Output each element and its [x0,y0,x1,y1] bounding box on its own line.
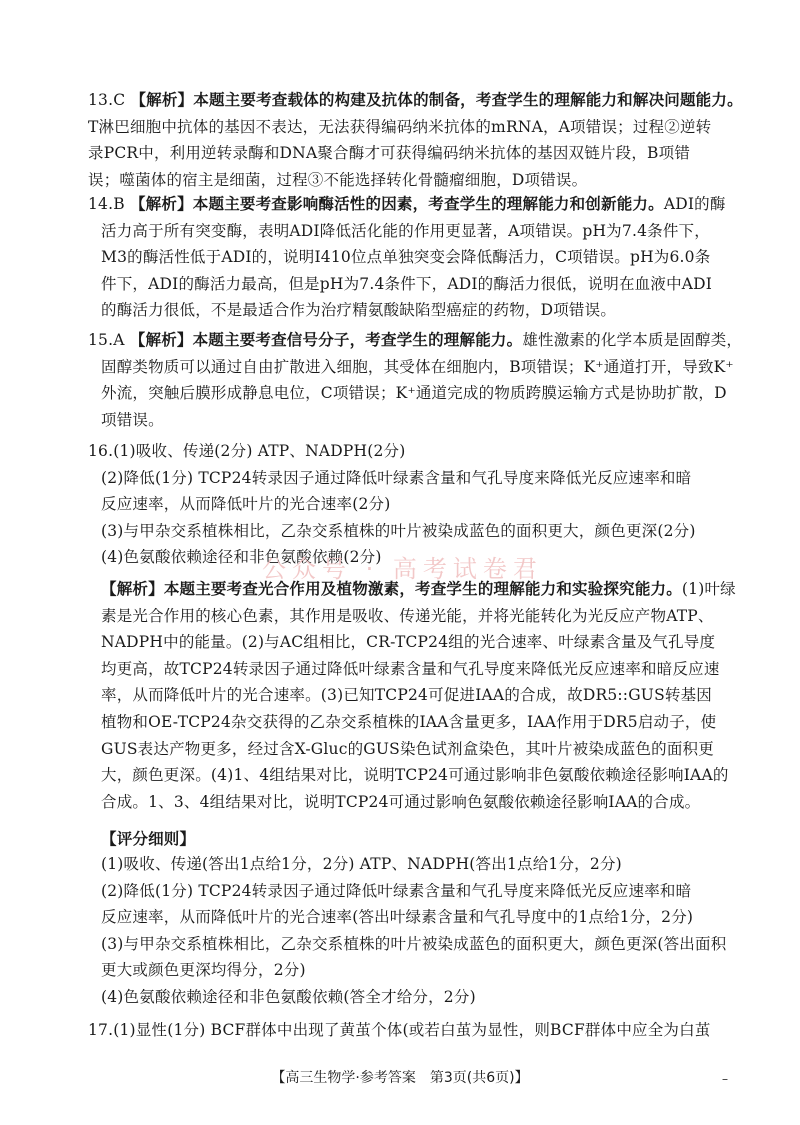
text-line [101,906,693,928]
analysis-tag: 【解析】 [101,580,164,598]
text-line [101,605,714,627]
line-text: 件下，ADI的酶活力最高，但是pH为7.4条件下，ADI的酶活力很低，说明在血液中ADI [101,274,713,293]
line-text: 项错误。 [101,410,164,429]
text-line [101,933,726,955]
line-text: (1)叶绿 [681,580,736,598]
text-line [101,493,390,515]
text-line [101,658,720,680]
text-line [101,791,700,813]
analysis-summary: 本题主要考查载体的构建及抗体的制备，考查学生的理解能力和解决问题能力。 [193,91,743,109]
text-line [88,329,742,351]
analysis-summary: 本题主要考查信号分子，考查学生的理解能力。 [192,331,523,349]
line-text: 大，颜色更深。(4)1、4组结果对比，说明TCP24可通过影响非色氨酸依赖途径影响IAA的 [101,766,729,785]
analysis-tag: 【解析】 [130,91,194,109]
text-line [88,169,587,191]
line-text: (3)与甲杂交系植株相比，乙杂交系植株的叶片被染成蓝色的面积更大，颜色更深(2分) [101,521,696,540]
text-line [101,520,696,542]
line-text: (3)与甲杂交系植株相比，乙杂交系植株的叶片被染成蓝色的面积更大，颜色更深(答出面积 [101,934,727,953]
line-text: T淋巴细胞中抗体的基因不表达，无法获得编码纳米抗体的mRNA，A项错误；过程②逆转 [88,117,712,136]
page-corner-mark: – [722,1072,728,1086]
line-text: 误；噬菌体的宿主是细菌，过程③不能选择转化骨髓瘤细胞，D项错误。 [88,170,588,189]
text-line [88,440,406,462]
line-text: 反应速率，从而降低叶片的光合速率(答出叶绿素含量和气孔导度中的1点给1分，2分) [101,908,694,927]
line-text: 雄性激素的化学本质是固醇类， [522,331,743,349]
line-text: 的酶活力很低，不是最适合作为治疗精氨酸缺陷型癌症的药物，D项错误。 [101,301,617,320]
line-text: M3的酶活性低于ADI的，说明I410位点单独突变会降低酶活力，C项错误。pH为6.0条 [101,248,711,267]
line-text: ADI的酶 [663,195,726,213]
text-line [88,142,690,164]
line-text: 活力高于所有突变酶，表明ADI降低活化能的作用更显著，A项错误。pH为7.4条件下， [101,221,710,240]
line-text: 均更高，故TCP24转录因子通过降低叶绿素含量和气孔导度来降低光反应速率和暗反应速 [101,659,720,678]
text-line [101,684,712,706]
text-line [101,711,716,733]
text-line [101,880,691,902]
text-line [101,273,712,295]
text-line [88,193,726,215]
text-line [101,738,714,760]
watermark: 公众号 · 高考试卷君 [262,555,543,583]
line-text: GUS表达产物更多，经过含X-Gluc的GUS染色试剂盒染色，其叶片被染成蓝色的面积更 [101,739,714,758]
line-text: (2)降低(1分) TCP24转录因子通过降低叶绿素含量和气孔导度来降低光反应速率和暗 [101,881,692,900]
line-text: 植物和OE-TCP24杂交获得的乙杂交系植株的IAA含量更多，IAA作用于DR5启动子，使 [101,713,717,731]
page-footer: 【高三生物学·参考答案 第3页(共6页)】 [271,1070,529,1086]
text-line [101,246,710,268]
line-text: 反应速率，从而降低叶片的光合速率(2分) [101,495,391,514]
line-text: 外流，突触后膜形成静息电位，C项错误；K⁺通道完成的物质跨膜运输方式是协助扩散，D [101,384,727,403]
text-line [101,220,710,242]
line-text: 率，从而降低叶片的光合速率。(3)已知TCP24可促进IAA的合成，故DR5::GUS转基因 [101,686,712,705]
text-line [88,89,743,111]
analysis-summary: 本题主要考查光合作用及植物激素，考查学生的理解能力和实验探究能力。 [163,580,682,598]
line-text: 17.(1)显性(1分) BCF群体中出现了黄茧个体(或若白茧为显性，则BCF群体中应全为白茧 [88,1021,711,1039]
analysis-summary: 本题主要考查影响酶活性的因素，考查学生的理解能力和创新能力。 [192,195,664,213]
text-line [101,356,734,378]
line-text: (1)吸收、传递(答出1点给1分，2分) ATP、NADPH(答出1点给1分，2分) [101,855,622,873]
analysis-tag: 【解析】 [129,195,193,213]
text-line [88,1019,711,1041]
text-line [101,467,691,489]
line-text: 录PCR中，利用逆转录酶和DNA聚合酶才可获得编码纳米抗体的基因双链片段，B项错 [88,144,691,163]
line-text: NADPH中的能量。(2)与AC组相比，CR-TCP24组的光合速率、叶绿素含量及气孔导度 [101,633,716,652]
text-line [101,299,616,321]
line-text: (4)色氨酸依赖途径和非色氨酸依赖(2分) [101,548,382,567]
text-line [101,764,729,786]
analysis-tag: 【解析】 [129,331,193,349]
text-line [101,986,476,1008]
line-text: 合成。1、3、4组结果对比，说明TCP24可通过影响色氨酸依赖途径影响IAA的合成。 [101,792,701,811]
question-number: 14.B [88,195,125,213]
question-number: 13.C [88,91,126,109]
line-text: 固醇类物质可以通过自由扩散进入细胞，其受体在细胞内，B项错误；K⁺通道打开，导致K⁺ [101,357,734,376]
line-text: 素是光合作用的核心色素，其作用是吸收、传递光能，并将光能转化为光反应产物ATP、 [101,606,714,625]
text-line [101,409,164,431]
text-line [101,959,306,981]
text-line [88,116,711,138]
scoring-title: 【评分细则】 [101,830,196,848]
line-text: (4)色氨酸依赖途径和非色氨酸依赖(答全才给分，2分) [101,988,476,1006]
line-text: 更大或颜色更深均得分，2分) [101,961,306,980]
line-text: 16.(1)吸收、传递(2分) ATP、NADPH(2分) [88,442,406,460]
text-line [101,853,622,875]
line-text: (2)降低(1分) TCP24转录因子通过降低叶绿素含量和气孔导度来降低光反应速率和暗 [101,468,692,487]
text-line [101,631,715,653]
question-number: 15.A [88,331,125,349]
text-line [101,382,727,404]
